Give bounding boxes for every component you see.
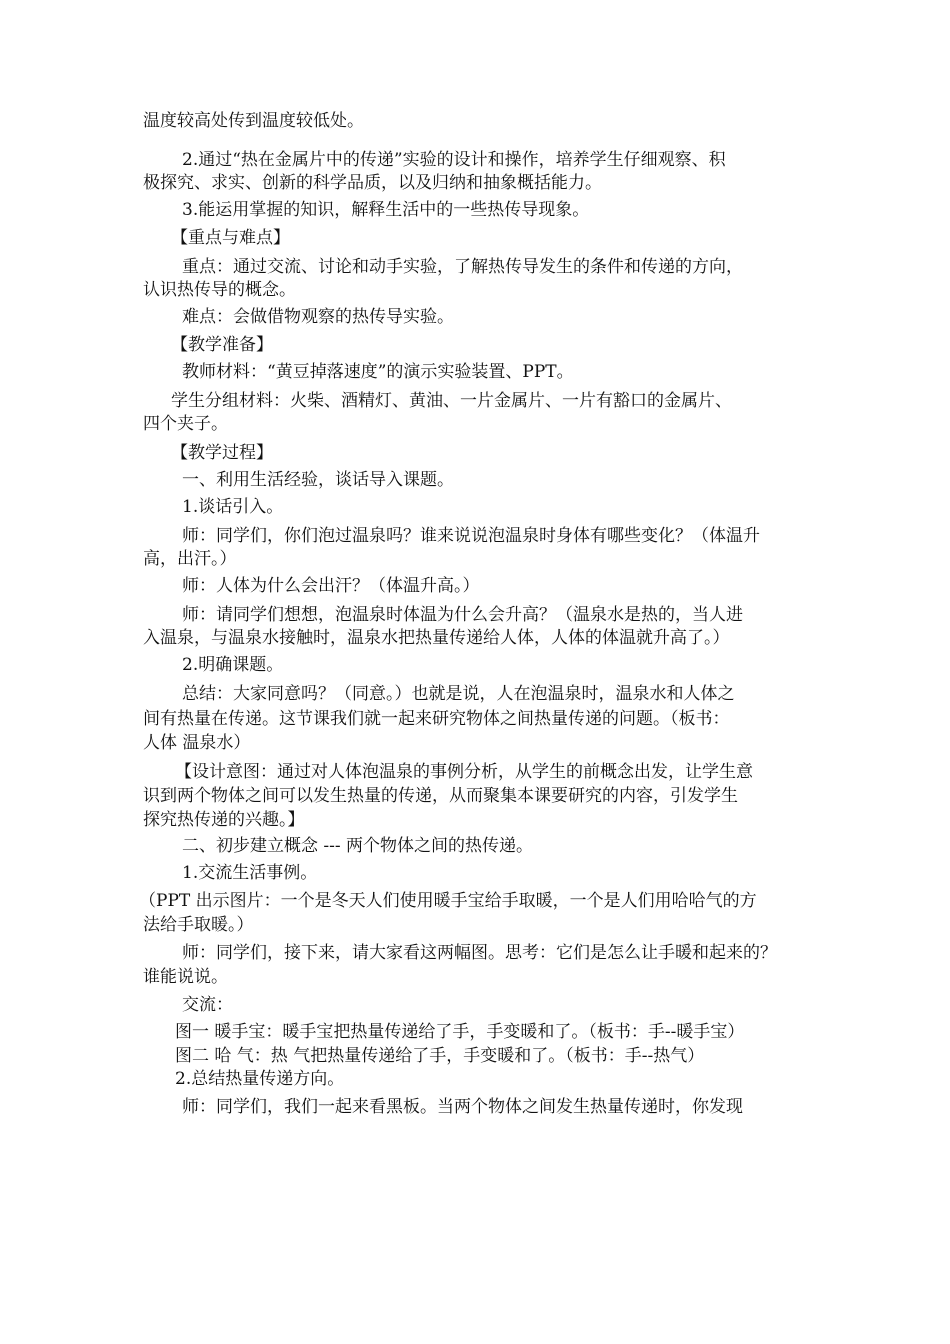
text-line: 认识热传导的概念。 (143, 280, 296, 300)
text-line: 温度较高处传到温度较低处。 (143, 111, 364, 131)
text-line: 师：同学们，你们泡过温泉吗？谁来说说泡温泉时身体有哪些变化？（体温升 (182, 526, 760, 546)
text-line: 识到两个物体之间可以发生热量的传递，从而聚集本课要研究的内容，引发学生 (143, 786, 738, 806)
text-line: 重点：通过交流、讨论和动手实验，了解热传导发生的条件和传递的方向， (182, 257, 743, 277)
text-line: 1.交流生活事例。 (182, 863, 318, 883)
section-heading-process: 【教学过程】 (171, 443, 273, 463)
text-line: 学生分组材料：火柴、酒精灯、黄油、一片金属片、一片有豁口的金属片、 (171, 391, 732, 411)
text-line: 1.谈话引入。 (182, 497, 284, 517)
text-line: 图一 暖手宝：暖手宝把热量传递给了手，手变暖和了。（板书：手--暖手宝） (175, 1022, 745, 1042)
text-line: 总结：大家同意吗？（同意。）也就是说，人在泡温泉时，温泉水和人体之 (182, 684, 735, 704)
text-line: 人体 温泉水） (143, 733, 251, 753)
text-line: 2.总结热量传递方向。 (175, 1069, 345, 1089)
text-line: 一、利用生活经验，谈话导入课题。 (182, 470, 454, 490)
design-intent-line: 【设计意图：通过对人体泡温泉的事例分析，从学生的前概念出发，让学生意 (175, 762, 753, 782)
text-line: 谁能说说。 (143, 967, 228, 987)
text-line: 图二 哈 气：热 气把热量传递给了手，手变暖和了。（板书：手--热气） (175, 1046, 705, 1066)
section-heading-preparation: 【教学准备】 (171, 335, 273, 355)
text-line: 交流： (182, 995, 233, 1015)
text-line: 师：请同学们想想，泡温泉时体温为什么会升高？（温泉水是热的，当人进 (182, 605, 743, 625)
text-line: 2.明确课题。 (182, 655, 284, 675)
text-line: 法给手取暖。） (143, 915, 254, 935)
text-line: 探究热传递的兴趣。】 (143, 810, 305, 830)
objective-3-line: 3.能运用掌握的知识，解释生活中的一些热传导现象。 (182, 200, 590, 220)
text-line: （PPT 出示图片：一个是冬天人们使用暖手宝给手取暖，一个是人们用哈哈气的方 (139, 891, 757, 911)
text-line: 二、初步建立概念 --- 两个物体之间的热传递。 (182, 836, 534, 856)
text-line: 师：同学们，我们一起来看黑板。当两个物体之间发生热量传递时，你发现 (182, 1097, 743, 1117)
text-line: 四个夹子。 (143, 414, 228, 434)
text-line: 极探究、求实、创新的科学品质，以及归纳和抽象概括能力。 (143, 173, 602, 193)
text-line: 高，出汗。） (143, 549, 237, 569)
text-line: 师：同学们，接下来，请大家看这两幅图。思考：它们是怎么让手暖和起来的？ (182, 943, 777, 963)
text-line: 师：人体为什么会出汗？（体温升高。） (182, 576, 480, 596)
section-heading-key-points: 【重点与难点】 (171, 228, 290, 248)
text-line: 教师材料：“黄豆掉落速度”的演示实验装置、PPT。 (182, 362, 574, 382)
text-line: 入温泉，与温泉水接触时，温泉水把热量传递给人体，人体的体温就升高了。） (143, 628, 730, 648)
text-line: 间有热量在传递。这节课我们就一起来研究物体之间热量传递的问题。（板书： (143, 709, 730, 729)
text-line: 难点：会做借物观察的热传导实验。 (182, 307, 454, 327)
objective-2-line: 2.通过“热在金属片中的传递”实验的设计和操作，培养学生仔细观察、积 (182, 150, 726, 170)
